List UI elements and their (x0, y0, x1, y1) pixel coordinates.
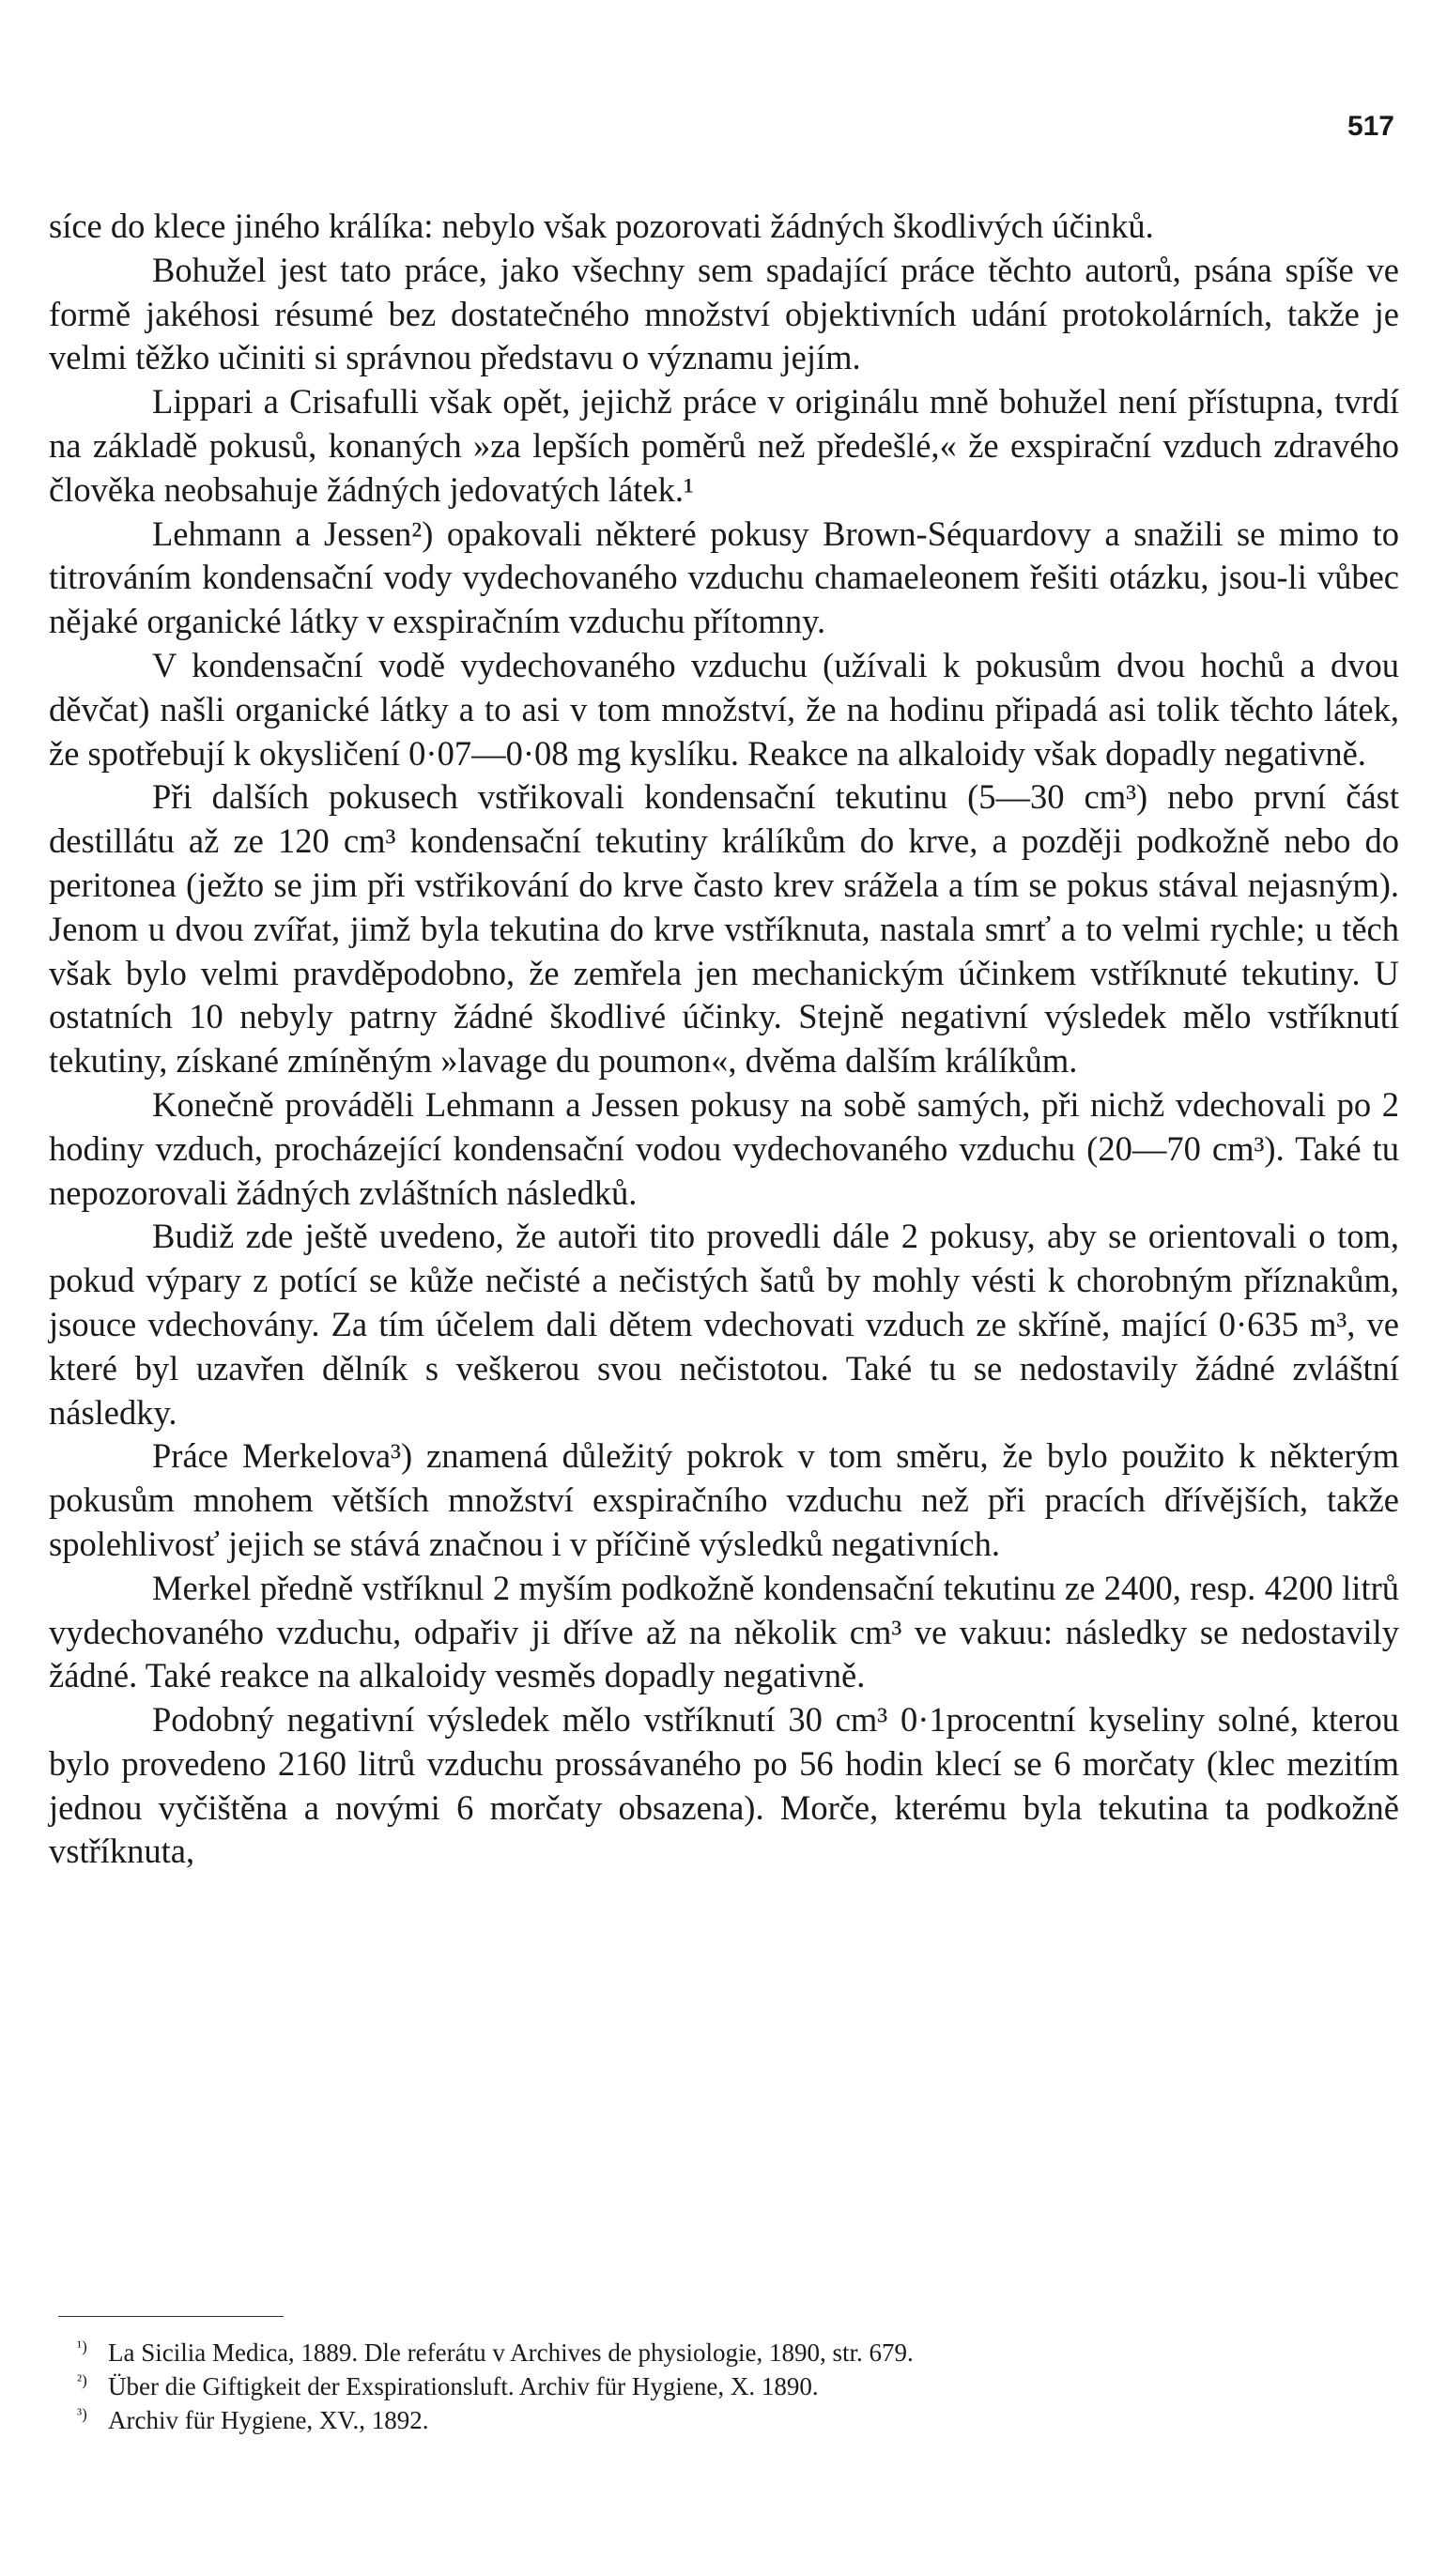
body-text (49, 205, 1399, 1874)
footnote-text: Über die Giftigkeit der Exspirationsluft. Archiv für Hygiene, X. 1890. (108, 2372, 819, 2400)
footnote-text: Archiv für Hygiene, XV., 1892. (108, 2406, 429, 2434)
paragraph-1: síce do klece jiného králíka: nebylo však pozorovati žádných škodlivých účinků. (49, 207, 1154, 245)
page-number: 517 (1347, 111, 1394, 142)
paragraph-2: Bohužel jest tato práce, jako všechny sem spadající práce těchto autorů, psána spíše ve formě jakéhosi résumé bez dostatečného množství objektivních udání protokolárních, takže je velmi těžko učiniti si správnou představu o významu jejím. (49, 250, 1399, 377)
paragraph-10: Merkel předně vstříknul 2 myším podkožně kondensační tekutinu ze 2400, resp. 4200 litrů vydechovaného vzduchu, odpařiv ji dříve až na několik cm³ ve vakuu: následky se nedostavily žádné. Také reakce na alkaloidy vesměs dopadly negativně. (49, 1568, 1399, 1695)
footnote-1 (56, 2336, 1409, 2369)
footnote-3 (56, 2403, 1409, 2437)
footnote-2 (56, 2369, 1409, 2403)
footnotes (56, 2336, 1409, 2437)
paragraph-8: Budiž zde ještě uvedeno, že autoři tito provedli dále 2 pokusy, aby se orientovali o tom, pokud výpary z potící se kůže nečisté a nečistých šatů by mohly vésti k chorobným příznakům, jsouce vdechovány. Za tím účelem dali dětem vdechovati vzduch ze skříně, mající 0·635 m³, ve které byl uzavřen dělník s veškerou svou nečistotou. Také tu se nedostavily žádné zvláštní následky. (49, 1217, 1399, 1432)
footnote-mark: ²) (77, 2371, 87, 2389)
paragraph-3: Lippari a Crisafulli však opět, jejichž práce v originálu mně bohužel není přístupna, tvrdí na základě pokusů, konaných »za lepších poměrů než předešlé,« že exspirační vzduch zdravého člověka neobsahuje žádných jedovatých látek.¹ (49, 382, 1399, 509)
footnote-mark: ³) (77, 2405, 87, 2423)
paragraph-6: Při dalších pokusech vstřikovali kondensační tekutinu (5—30 cm³) nebo první část destillátu až ze 120 cm³ kondensační tekutiny králíkům do krve, a později podkožně nebo do peritonea (ježto se jim při vstřikování do krve často krev srážela a tím se pokus stával nejasným). Jenom u dvou zvířat, jimž byla tekutina do krve vstříknuta, nastala smrť a to velmi rychle; u těch však bylo velmi pravděpodobno, že zemřela jen mechanickým účinkem vstříknuté tekutiny. U ostatních 10 nebyly patrny žádné škodlivé účinky. Stejně negativní výsledek mělo vstříknutí tekutiny, získané zmíněným »lavage du poumon«, dvěma dalším králíkům. (49, 777, 1399, 1081)
footnote-text: La Sicilia Medica, 1889. Dle referátu v Archives de physiologie, 1890, str. 679. (108, 2338, 914, 2367)
footnote-mark: ¹) (77, 2338, 87, 2355)
paragraph-4: Lehmann a Jessen²) opakovali některé pokusy Brown-Séquardovy a snažili se mimo to titrováním kondensační vody vydechovaného vzduchu chamaeleonem řešiti otázku, jsou-li vůbec nějaké organické látky v exspiračním vzduchu přítomny. (49, 514, 1399, 641)
paragraph-5: V kondensační vodě vydechovaného vzduchu (užívali k pokusům dvou hochů a dvou děvčat) našli organické látky a to asi v tom množství, že na hodinu připadá asi tolik těchto látek, že spotřebují k okysličení 0·07—0·08 mg kyslíku. Reakce na alkaloidy však dopadly negativně. (49, 645, 1399, 773)
footnote-divider (58, 2316, 284, 2317)
paragraph-7: Konečně prováděli Lehmann a Jessen pokusy na sobě samých, při nichž vdechovali po 2 hodiny vzduch, procházející kondensační vodou vydechovaného vzduchu (20—70 cm³). Také tu nepozorovali žádných zvláštních následků. (49, 1084, 1399, 1212)
paragraph-11: Podobný negativní výsledek mělo vstříknutí 30 cm³ 0·1procentní kyseliny solné, kterou bylo provedeno 2160 litrů vzduchu prossávaného po 56 hodin klecí se 6 morčaty (klec mezitím jednou vyčištěna a novými 6 morčaty obsazena). Morče, kterému byla tekutina ta podkožně vstříknuta, (49, 1700, 1399, 1871)
paragraph-9: Práce Merkelova³) znamená důležitý pokrok v tom směru, že bylo použito k některým pokusům mnohem větších množství exspiračního vzduchu než při pracích dřívějších, takže spolehlivosť jejich se stává značnou i v příčině výsledků negativních. (49, 1436, 1399, 1563)
